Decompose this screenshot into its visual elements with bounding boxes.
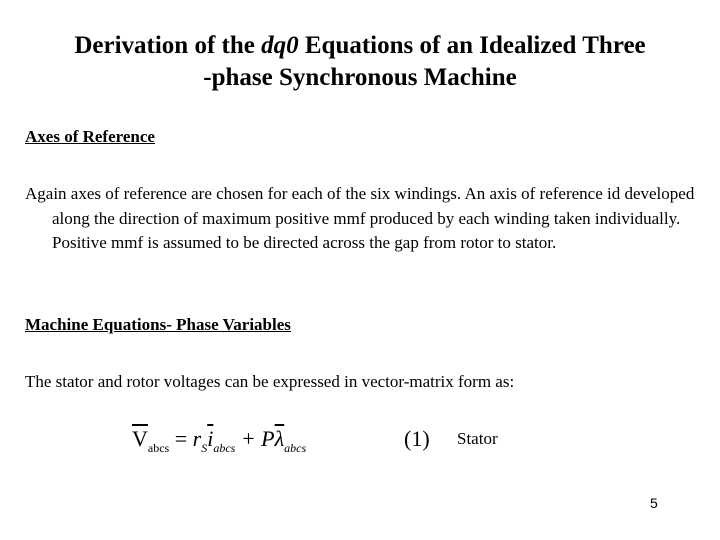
section-body-axes: Again axes of reference are chosen for each of the six windings. An axis of reference id developed along the direction of maximum positive mmf produced by each winding taken individually. Positive mmf is assumed to be directed across the gap from rotor to stator. bbox=[25, 184, 695, 252]
eq-lambda-sub: abcs bbox=[284, 441, 307, 455]
page-number: 5 bbox=[650, 495, 658, 511]
section-body-machine-equations: The stator and rotor voltages can be expressed in vector-matrix form as: bbox=[25, 372, 515, 391]
section-heading-axes: Axes of Reference bbox=[25, 127, 155, 146]
equation-number: (1) bbox=[404, 426, 430, 451]
equation-expression bbox=[132, 426, 306, 456]
eq-plus-p: + P bbox=[235, 426, 275, 451]
eq-lambda: $\overline{\lambda}$ bbox=[274, 426, 285, 451]
title-line1-post: Equations of an Idealized Three bbox=[298, 32, 646, 59]
eq-v: $\overline{V}$ bbox=[132, 426, 148, 451]
section-heading-machine-equations: Machine Equations- Phase Variables bbox=[25, 315, 291, 334]
stator-voltage-equation bbox=[132, 418, 552, 462]
slide-title bbox=[0, 30, 720, 94]
eq-equals: = bbox=[169, 426, 193, 451]
title-line1-em: dq0 bbox=[261, 32, 299, 59]
title-line1-pre: Derivation of the bbox=[74, 32, 262, 59]
title-line2: -phase Synchronous Machine bbox=[203, 64, 517, 91]
equation-label: Stator bbox=[457, 429, 498, 448]
eq-r: r bbox=[192, 426, 202, 451]
eq-r-sub: S bbox=[201, 441, 208, 455]
eq-i: $\overline{i}$ bbox=[207, 426, 214, 451]
eq-v-sub: abcs bbox=[147, 441, 170, 455]
eq-i-sub: abcs bbox=[213, 441, 236, 455]
